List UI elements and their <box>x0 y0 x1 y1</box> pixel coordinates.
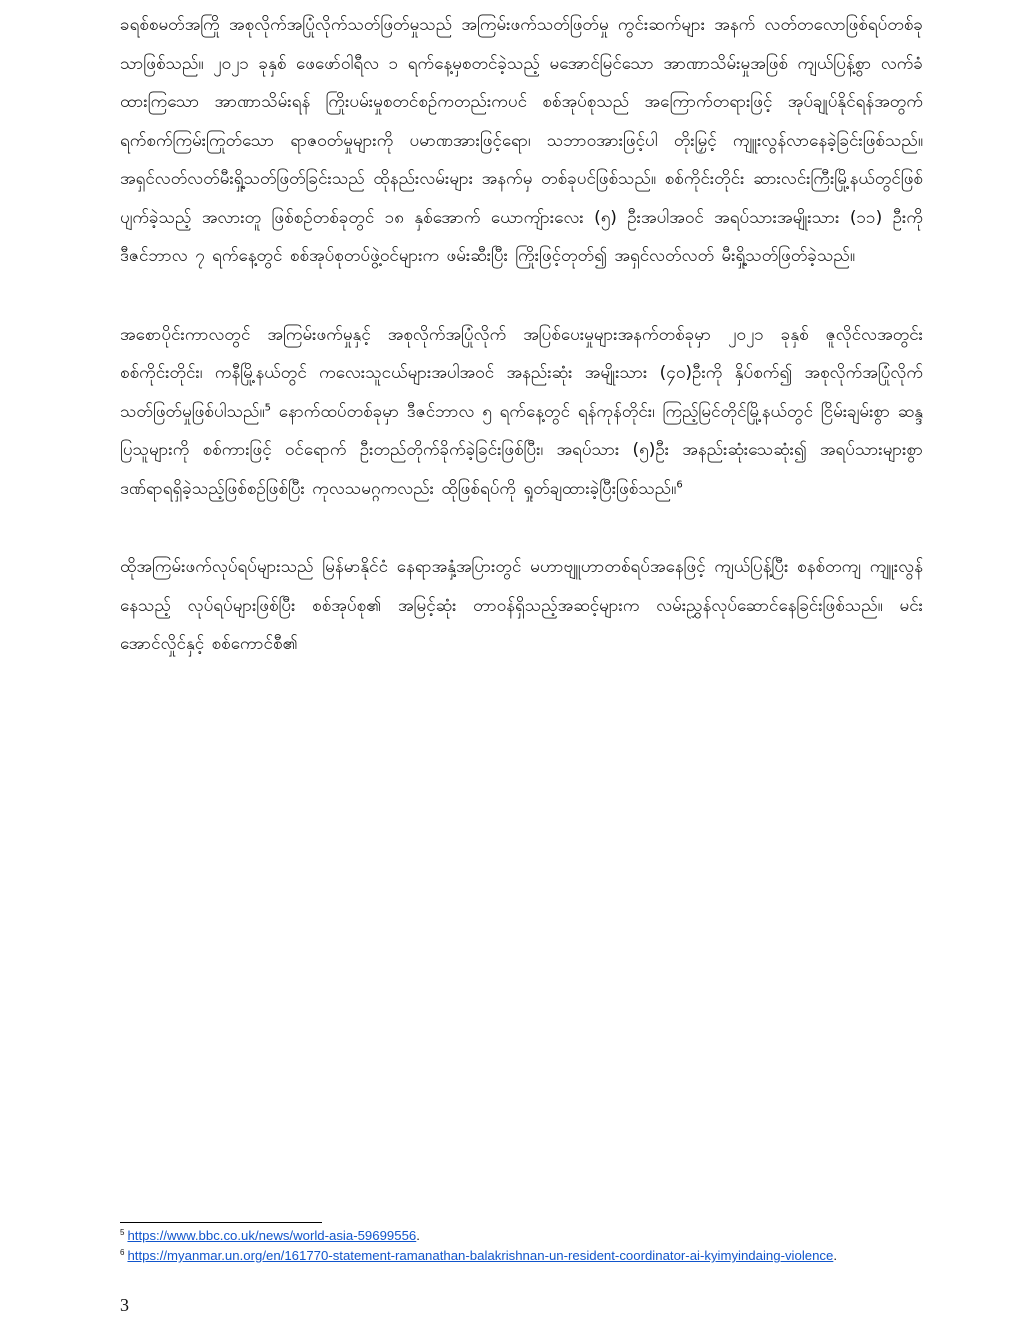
page-number: 3 <box>120 1295 129 1315</box>
paragraph-3 <box>120 548 923 664</box>
paragraph-3-text: ထိုအကြမ်းဖက်လုပ်ရပ်များသည် မြန်မာနိုင်ငံ နေရာအနှံ့အပြားတွင် မဟာဗျူဟာတစ်ရပ်အနေဖြင့် ကျယ်ပြန့်ပြီး စနစ်တကျ ကျူးလွန်နေသည့် လုပ်ရပ်များဖြစ်ပြီး စစ်အုပ်စု၏ အမြင့်ဆုံး တာဝန်ရှိသည့်အဆင့်များက လမ်းညွှန်လုပ်ဆောင်နေခြင်းဖြစ်သည်။ မင်းအောင်လှိုင်နှင့် စစ်ကောင်စီ၏ <box>120 557 923 654</box>
footnote-link[interactable]: https://myanmar.un.org/en/161770-statement-ramanathan-balakrishnan-un-resident-coordinator-ai-kyimyindaing-violence <box>127 1248 834 1263</box>
footnote-suffix: . <box>416 1228 420 1243</box>
footnote-suffix: . <box>833 1248 838 1263</box>
paragraph-2-text-continued: နောက်ထပ်တစ်ခုမှာ ဒီဇင်ဘာလ ၅ ရက်နေ့တွင် ရန်ကုန်တိုင်း၊ ကြည့်မြင်တိုင်မြို့နယ်တွင် ငြိမ်းချမ်းစွာ ဆန္ဒပြသူများကို စစ်ကားဖြင့် ဝင်ရောက် ဦးတည်တိုက်ခိုက်ခဲ့ခြင်းဖြစ်ပြီး၊ အရပ်သား (၅)ဦး အနည်းဆုံးသေဆုံး၍ အရပ်သားများစွာ ဒဏ်ရာရရှိခဲ့သည့်ဖြစ်စဉ်ဖြစ်ပြီး ကုလသမဂ္ဂကလည်း ထိုဖြစ်ရပ်ကို ရှုတ်ချထားခဲ့ပြီးဖြစ်သည်။ <box>120 401 923 499</box>
paragraph-2 <box>120 316 923 509</box>
footnote-ref-5[interactable]: 5 <box>264 401 271 413</box>
paragraph-2-text: အစောပိုင်းကာလတွင် အကြမ်းဖက်မှုနှင့် အစုလိုက်အပြုံလိုက် အပြစ်ပေးမှုများအနက်တစ်ခုမှာ ၂၀၂၁ ခုနှစ် ဇူလိုင်လအတွင်း စစ်ကိုင်းတိုင်း၊ ကနီမြို့နယ်တွင် ကလေးသူငယ်များအပါအဝင် အနည်းဆုံး အမျိုးသား (၄၀)ဦးကို နှိပ်စက်၍ အစုလိုက်အပြုံလိုက်သတ်ဖြတ်မှုဖြစ်ပါသည်။ <box>120 324 923 422</box>
footnotes <box>120 1227 920 1267</box>
body-text <box>120 6 923 704</box>
footnote-5 <box>120 1227 920 1245</box>
paragraph-1 <box>120 6 923 276</box>
footnote-separator <box>120 1222 322 1223</box>
footnote-number: 5 <box>120 1227 125 1237</box>
footnote-6 <box>120 1247 920 1265</box>
footnote-link[interactable]: https://www.bbc.co.uk/news/world-asia-59699556 <box>127 1228 417 1243</box>
footnote-ref-6[interactable]: 6 <box>676 478 683 490</box>
paragraph-1-text: ခရစ်စမတ်အကြို အစုလိုက်အပြုံလိုက်သတ်ဖြတ်မှုသည် အကြမ်းဖက်သတ်ဖြတ်မှု ကွင်းဆက်များ အနက် လတ်တလောဖြစ်ရပ်တစ်ခုသာဖြစ်သည်။ ၂၀၂၁ ခုနှစ် ဖေဖော်ဝါရီလ ၁ ရက်နေ့မှစတင်ခဲ့သည့် မအောင်မြင်သော အာဏာသိမ်းမှုအဖြစ် ကျယ်ပြန့်စွာ လက်ခံထားကြသော အာဏာသိမ်းရန် ကြိုးပမ်းမှုစတင်စဉ်ကတည်းကပင် စစ်အုပ်စုသည် အကြောက်တရားဖြင့် အုပ်ချုပ်နိုင်ရန်အတွက် ရက်စက်ကြမ်းကြုတ်သော ရာဇဝတ်မှုများကို ပမာဏအားဖြင့်ရော၊ သဘာဝအားဖြင့်ပါ တိုးမြှင့် ကျူးလွန်လာနေခဲ့ခြင်းဖြစ်သည်။ အရှင်လတ်လတ်မီးရှို့သတ်ဖြတ်ခြင်းသည် ထိုနည်းလမ်းများ အနက်မှ တစ်ခုပင်ဖြစ်သည်။ စစ်ကိုင်းတိုင်း ဆားလင်းကြီးမြို့နယ်တွင်ဖြစ်ပျက်ခဲ့သည့် အလားတူ ဖြစ်စဉ်တစ်ခုတွင် ၁၈ နှစ်အောက် ယောကျ်ားလေး (၅) ဦးအပါအဝင် အရပ်သားအမျိုးသား (၁၁) ဦးကို ဒီဇင်ဘာလ ၇ ရက်နေ့တွင် စစ်အုပ်စုတပ်ဖွဲ့ဝင်များက ဖမ်းဆီးပြီး ကြိုးဖြင့်တုတ်၍ အရှင်လတ်လတ် မီးရှို့သတ်ဖြတ်ခဲ့သည်။ <box>120 15 923 266</box>
footnote-number: 6 <box>120 1247 125 1257</box>
